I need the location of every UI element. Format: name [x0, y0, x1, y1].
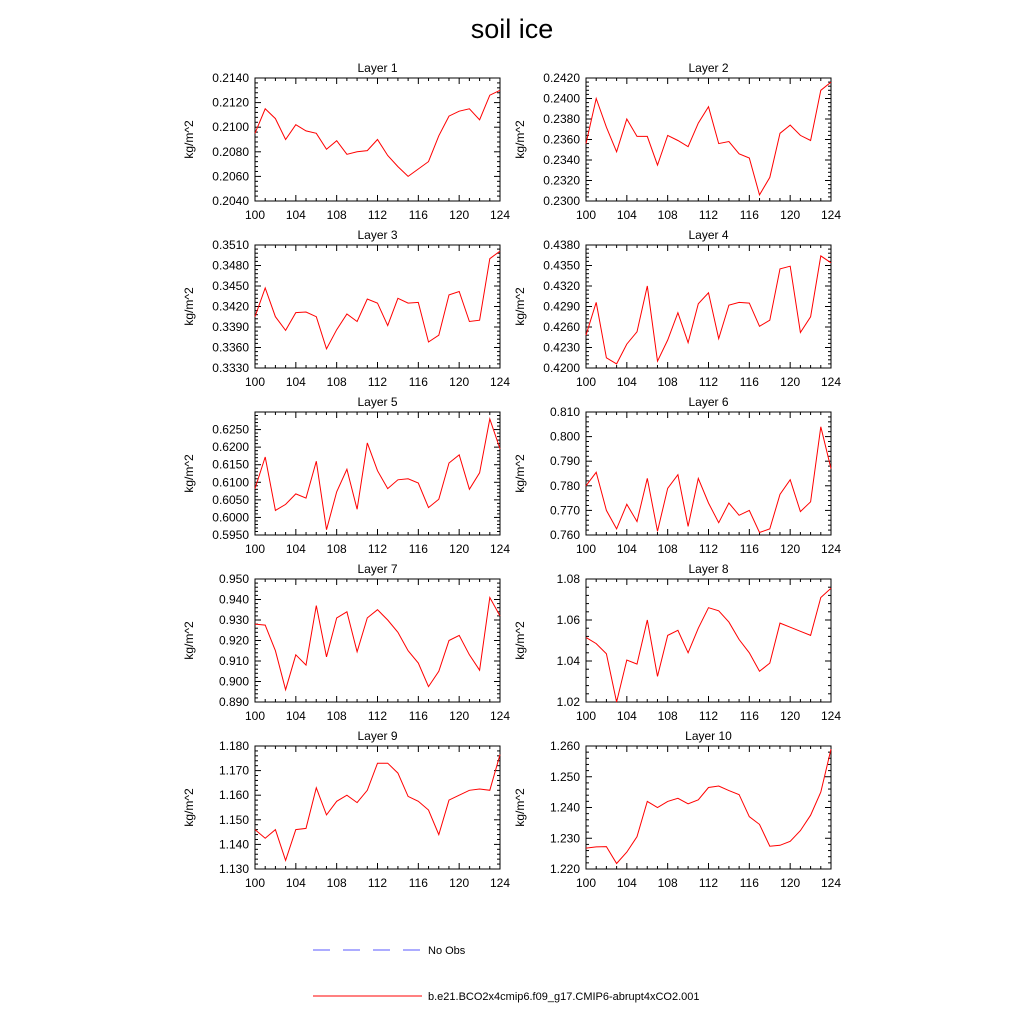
x-tick-label: 124	[820, 876, 842, 890]
y-tick-label: 0.2100	[212, 120, 249, 135]
y-tick-label: 0.3450	[212, 279, 249, 293]
x-tick-label: 100	[244, 876, 266, 890]
plot-frame	[586, 412, 831, 535]
x-tick-label: 100	[575, 542, 597, 556]
y-tick-label: 1.04	[556, 654, 580, 668]
series-line	[586, 427, 831, 533]
y-tick-label: 0.900	[218, 674, 249, 689]
x-tick-label: 112	[367, 542, 388, 556]
y-tick-label: 1.260	[549, 739, 580, 753]
y-tick-label: 0.3330	[212, 361, 249, 375]
y-tick-label: 1.160	[218, 788, 249, 803]
x-tick-label: 120	[780, 542, 801, 556]
x-tick-label: 112	[698, 375, 719, 389]
series-line	[255, 755, 500, 861]
x-tick-label: 116	[739, 876, 759, 890]
y-tick-label: 0.6250	[212, 422, 249, 437]
y-tick-label: 1.06	[556, 613, 580, 627]
y-tick-label: 0.760	[549, 528, 580, 542]
x-tick-label: 124	[820, 375, 842, 389]
y-tick-label: 0.810	[549, 405, 580, 419]
x-tick-label: 124	[489, 375, 511, 389]
x-tick-label: 104	[616, 709, 637, 723]
y-tick-label: 0.2040	[212, 194, 249, 208]
x-tick-label: 104	[616, 375, 637, 389]
y-tick-label: 1.240	[549, 800, 580, 815]
x-tick-label: 112	[367, 208, 388, 222]
y-tick-label: 0.770	[549, 503, 580, 518]
x-tick-label: 104	[285, 208, 306, 222]
y-tick-label: 0.6100	[212, 475, 249, 490]
y-tick-label: 0.3360	[212, 340, 249, 355]
y-tick-label: 0.2420	[543, 71, 580, 85]
x-tick-label: 120	[780, 208, 801, 222]
x-tick-label: 104	[285, 375, 306, 389]
y-tick-label: 0.2060	[212, 169, 249, 184]
y-tick-label: 1.250	[549, 769, 580, 784]
x-tick-label: 124	[489, 208, 511, 222]
y-tick-label: 0.4380	[543, 238, 580, 252]
y-tick-label: 0.2140	[212, 71, 249, 85]
x-tick-label: 112	[698, 208, 719, 222]
x-tick-label: 116	[739, 208, 759, 222]
y-axis-label: kg/m^2	[513, 788, 527, 827]
panel-layer-5	[182, 395, 510, 556]
panel-layer-7	[182, 562, 510, 723]
y-tick-label: 0.2120	[212, 95, 249, 110]
y-tick-label: 0.4320	[543, 279, 580, 293]
x-tick-label: 116	[739, 709, 759, 723]
x-tick-label: 104	[616, 208, 637, 222]
panel-layer-2	[513, 61, 841, 222]
y-tick-label: 1.130	[218, 862, 249, 876]
x-tick-label: 100	[575, 709, 597, 723]
y-axis-label: kg/m^2	[182, 788, 196, 827]
panel-layer-4	[513, 228, 841, 389]
y-tick-label: 0.2360	[543, 132, 580, 147]
x-tick-label: 108	[326, 375, 347, 389]
x-tick-label: 120	[449, 542, 470, 556]
x-tick-label: 108	[326, 876, 347, 890]
series-line	[255, 598, 500, 690]
y-tick-label: 0.5950	[212, 528, 249, 542]
y-tick-label: 0.910	[218, 654, 249, 668]
y-tick-label: 0.4200	[543, 361, 580, 375]
x-tick-label: 104	[285, 709, 306, 723]
panel-title: Layer 4	[688, 228, 729, 242]
x-tick-label: 100	[244, 208, 266, 222]
x-tick-label: 100	[244, 709, 266, 723]
x-tick-label: 104	[616, 876, 637, 890]
y-tick-label: 0.2340	[543, 153, 580, 167]
y-tick-label: 0.4230	[543, 340, 580, 355]
y-axis-label: kg/m^2	[182, 621, 196, 660]
x-tick-label: 100	[244, 375, 266, 389]
panel-title: Layer 5	[357, 395, 398, 409]
y-tick-label: 0.2320	[543, 173, 580, 188]
y-tick-label: 0.3390	[212, 320, 249, 334]
x-tick-label: 124	[489, 709, 511, 723]
panel-title: Layer 9	[357, 729, 398, 743]
y-tick-label: 0.890	[218, 695, 249, 709]
y-tick-label: 1.180	[218, 739, 249, 753]
x-tick-label: 116	[408, 375, 428, 389]
panel-title: Layer 1	[357, 61, 398, 75]
y-tick-label: 0.780	[549, 478, 580, 493]
panel-title: Layer 3	[357, 228, 398, 242]
x-tick-label: 120	[449, 709, 470, 723]
chart-title: soil ice	[470, 14, 554, 44]
x-tick-label: 100	[244, 542, 266, 556]
x-tick-label: 108	[657, 375, 678, 389]
x-tick-label: 108	[657, 542, 678, 556]
y-tick-label: 0.3480	[212, 258, 249, 273]
x-tick-label: 120	[780, 375, 801, 389]
y-tick-label: 0.4260	[543, 320, 580, 334]
x-tick-label: 112	[698, 542, 719, 556]
y-tick-label: 1.08	[556, 572, 580, 586]
plot-frame	[255, 579, 500, 702]
y-tick-label: 0.950	[218, 572, 249, 586]
y-tick-label: 0.2400	[543, 91, 580, 106]
x-tick-label: 104	[285, 876, 306, 890]
x-tick-label: 116	[408, 709, 428, 723]
y-tick-label: 0.920	[218, 633, 249, 648]
x-tick-label: 124	[820, 542, 842, 556]
x-tick-label: 104	[616, 542, 637, 556]
y-tick-label: 0.2080	[212, 144, 249, 159]
y-axis-label: kg/m^2	[513, 287, 527, 326]
legend-label-2: b.e21.BCO2x4cmip6.f09_g17.CMIP6-abrupt4xCO2.001	[428, 991, 700, 1003]
panel-title: Layer 6	[688, 395, 729, 409]
plot-frame	[255, 245, 500, 368]
series-line	[586, 749, 831, 863]
x-tick-label: 124	[489, 876, 511, 890]
plot-frame	[255, 412, 500, 535]
x-tick-label: 108	[657, 208, 678, 222]
y-tick-label: 1.170	[218, 763, 249, 778]
x-tick-label: 116	[739, 542, 759, 556]
y-tick-label: 1.02	[556, 695, 580, 709]
x-tick-label: 108	[657, 876, 678, 890]
x-tick-label: 116	[408, 876, 428, 890]
x-tick-label: 120	[449, 876, 470, 890]
series-line	[255, 419, 500, 530]
x-tick-label: 108	[326, 208, 347, 222]
y-tick-label: 0.3420	[212, 299, 249, 314]
y-tick-label: 0.6000	[212, 510, 249, 525]
panel-title: Layer 7	[357, 562, 398, 576]
x-tick-label: 100	[575, 208, 597, 222]
panel-layer-8	[513, 562, 841, 723]
x-tick-label: 124	[820, 208, 842, 222]
panel-title: Layer 8	[688, 562, 729, 576]
x-tick-label: 116	[739, 375, 759, 389]
y-tick-label: 0.930	[218, 613, 249, 627]
y-tick-label: 0.790	[549, 454, 580, 469]
y-tick-label: 0.4350	[543, 258, 580, 273]
y-tick-label: 1.230	[549, 831, 580, 846]
y-axis-label: kg/m^2	[513, 454, 527, 493]
x-tick-label: 112	[367, 709, 388, 723]
x-tick-label: 112	[367, 876, 388, 890]
y-tick-label: 0.6150	[212, 457, 249, 472]
y-tick-label: 0.3510	[212, 238, 249, 252]
panel-layer-9	[182, 729, 510, 890]
x-tick-label: 116	[408, 208, 428, 222]
y-axis-label: kg/m^2	[182, 454, 196, 493]
panel-title: Layer 10	[685, 729, 732, 743]
y-axis-label: kg/m^2	[513, 120, 527, 159]
y-tick-label: 0.940	[218, 592, 249, 607]
x-tick-label: 108	[657, 709, 678, 723]
x-tick-label: 112	[367, 375, 388, 389]
series-line	[586, 82, 831, 195]
y-tick-label: 0.2300	[543, 194, 580, 208]
y-tick-label: 0.4290	[543, 299, 580, 314]
plot-frame	[586, 746, 831, 869]
y-tick-label: 0.800	[549, 429, 580, 444]
panel-layer-6	[513, 395, 841, 556]
x-tick-label: 120	[449, 208, 470, 222]
series-line	[255, 251, 500, 349]
y-tick-label: 0.6200	[212, 440, 249, 455]
x-tick-label: 100	[575, 375, 597, 389]
x-tick-label: 104	[285, 542, 306, 556]
legend	[313, 945, 700, 1003]
series-line	[586, 588, 831, 702]
series-line	[255, 90, 500, 176]
y-axis-label: kg/m^2	[513, 621, 527, 660]
panel-title: Layer 2	[688, 61, 729, 75]
panel-layer-3	[182, 228, 510, 389]
x-tick-label: 124	[489, 542, 511, 556]
y-tick-label: 0.6050	[212, 492, 249, 507]
x-tick-label: 108	[326, 709, 347, 723]
x-tick-label: 108	[326, 542, 347, 556]
x-tick-label: 120	[780, 876, 801, 890]
x-tick-label: 112	[698, 876, 719, 890]
series-line	[586, 256, 831, 364]
x-tick-label: 124	[820, 709, 842, 723]
legend-label-1: No Obs	[428, 945, 466, 957]
y-axis-label: kg/m^2	[182, 287, 196, 326]
y-axis-label: kg/m^2	[182, 120, 196, 159]
plot-frame	[586, 579, 831, 702]
y-tick-label: 1.140	[218, 837, 249, 852]
y-tick-label: 1.220	[549, 862, 580, 876]
panel-layer-1	[182, 61, 510, 222]
x-tick-label: 116	[408, 542, 428, 556]
y-tick-label: 0.2380	[543, 112, 580, 126]
plot-frame	[586, 78, 831, 201]
x-tick-label: 120	[780, 709, 801, 723]
y-tick-label: 1.150	[218, 812, 249, 827]
x-tick-label: 112	[698, 709, 719, 723]
panel-layer-10	[513, 729, 841, 890]
x-tick-label: 100	[575, 876, 597, 890]
plot-frame	[586, 245, 831, 368]
x-tick-label: 120	[449, 375, 470, 389]
